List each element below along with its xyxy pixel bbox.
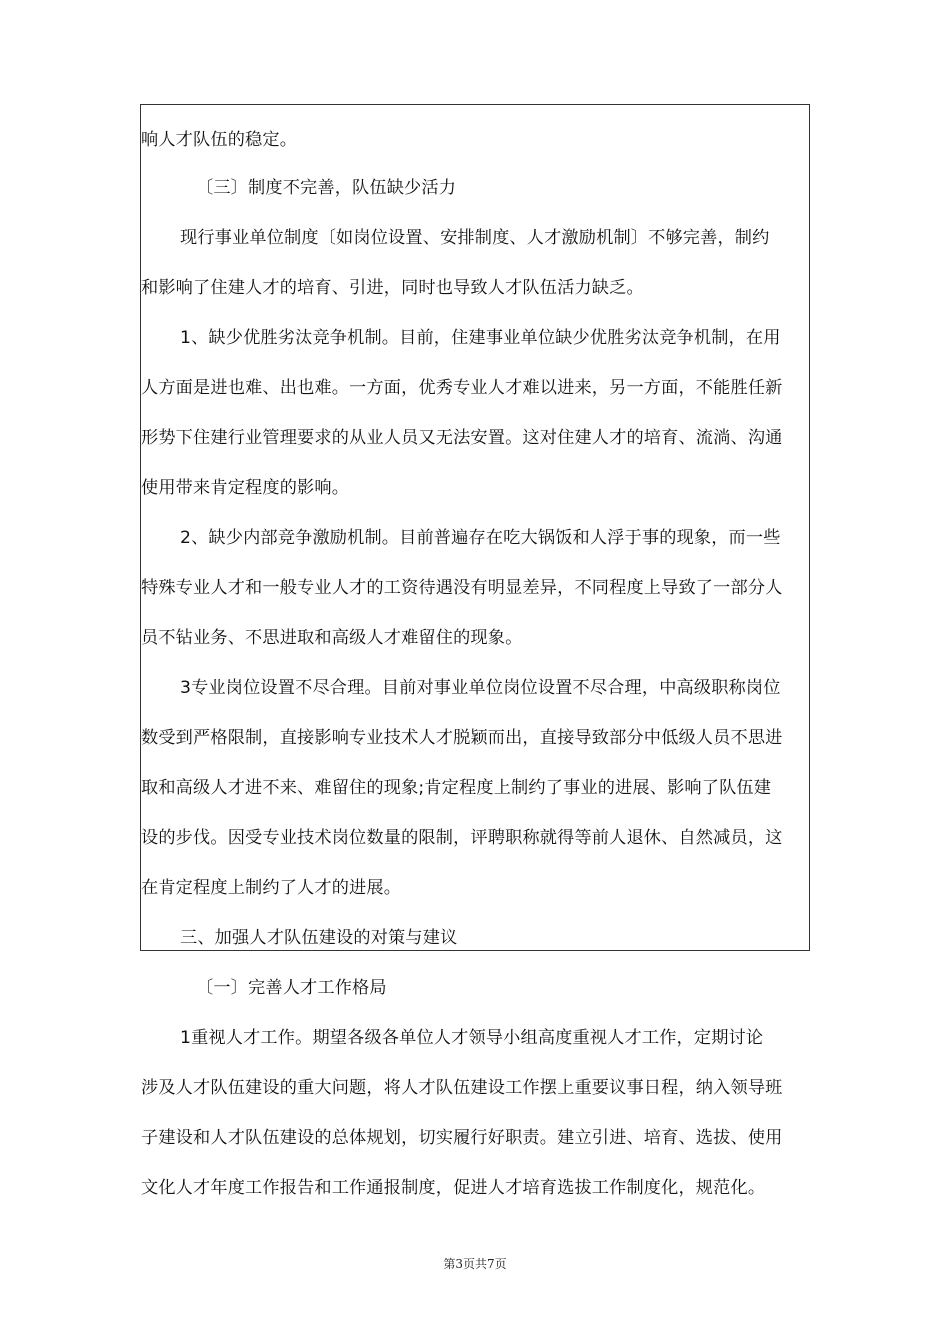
paragraph-line: 使用带来肯定程度的影响。 [141, 478, 350, 498]
paragraph-line: 形势下住建行业管理要求的从业人员又无法安置。这对住建人才的培育、流淌、沟通 [141, 428, 783, 448]
paragraph-line: 在肯定程度上制约了人才的进展。 [141, 878, 402, 898]
paragraph-line: 涉及人才队伍建设的重大问题，将人才队伍建设工作摆上重要议事日程，纳入领导班 [141, 1078, 783, 1098]
section-heading: 〔三〕制度不完善，队伍缺少活力 [196, 178, 457, 198]
paragraph-line: 数受到严格限制，直接影响专业技术人才脱颖而出，直接导致部分中低级人员不思进 [141, 728, 783, 748]
page-number-footer: 第3页共7页 [443, 1257, 507, 1271]
paragraph-line: 特殊专业人才和一般专业人才的工资待遇没有明显差异，不同程度上导致了一部分人 [141, 578, 783, 598]
paragraph-line: 2、缺少内部竞争激励机制。目前普遍存在吃大锅饭和人浮于事的现象，而一些 [180, 528, 781, 548]
paragraph-line: 设的步伐。因受专业技术岗位数量的限制，评聘职称就得等前人退休、自然减员，这 [141, 828, 783, 848]
paragraph-line: 取和高级人才进不来、难留住的现象;肯定程度上制约了事业的进展、影响了队伍建 [141, 778, 772, 798]
paragraph-line: 子建设和人才队伍建设的总体规划，切实履行好职责。建立引进、培育、选拔、使用 [141, 1128, 783, 1148]
paragraph-line: 员不钻业务、不思进取和高级人才难留住的现象。 [141, 628, 523, 648]
section-heading: 三、加强人才队伍建设的对策与建议 [180, 928, 458, 948]
paragraph-line: 响人才队伍的稳定。 [141, 130, 298, 150]
paragraph-line: 文化人才年度工作报告和工作通报制度，促进人才培育选拔工作制度化，规范化。 [141, 1178, 766, 1198]
paragraph-line: 现行事业单位制度〔如岗位设置、安排制度、人才激励机制〕不够完善，制约 [180, 228, 770, 248]
paragraph-line: 人方面是进也难、出也难。一方面，优秀专业人才难以进来，另一方面，不能胜任新 [141, 378, 783, 398]
paragraph-line: 3专业岗位设置不尽合理。目前对事业单位岗位设置不尽合理，中高级职称岗位 [180, 678, 781, 698]
paragraph-line: 1重视人才工作。期望各级各单位人才领导小组高度重视人才工作，定期讨论 [180, 1028, 764, 1048]
subsection-heading: 〔一〕完善人才工作格局 [196, 978, 387, 998]
paragraph-line: 1、缺少优胜劣汰竞争机制。目前，住建事业单位缺少优胜劣汰竞争机制，在用 [180, 328, 781, 348]
paragraph-line: 和影响了住建人才的培育、引进，同时也导致人才队伍活力缺乏。 [141, 278, 644, 298]
